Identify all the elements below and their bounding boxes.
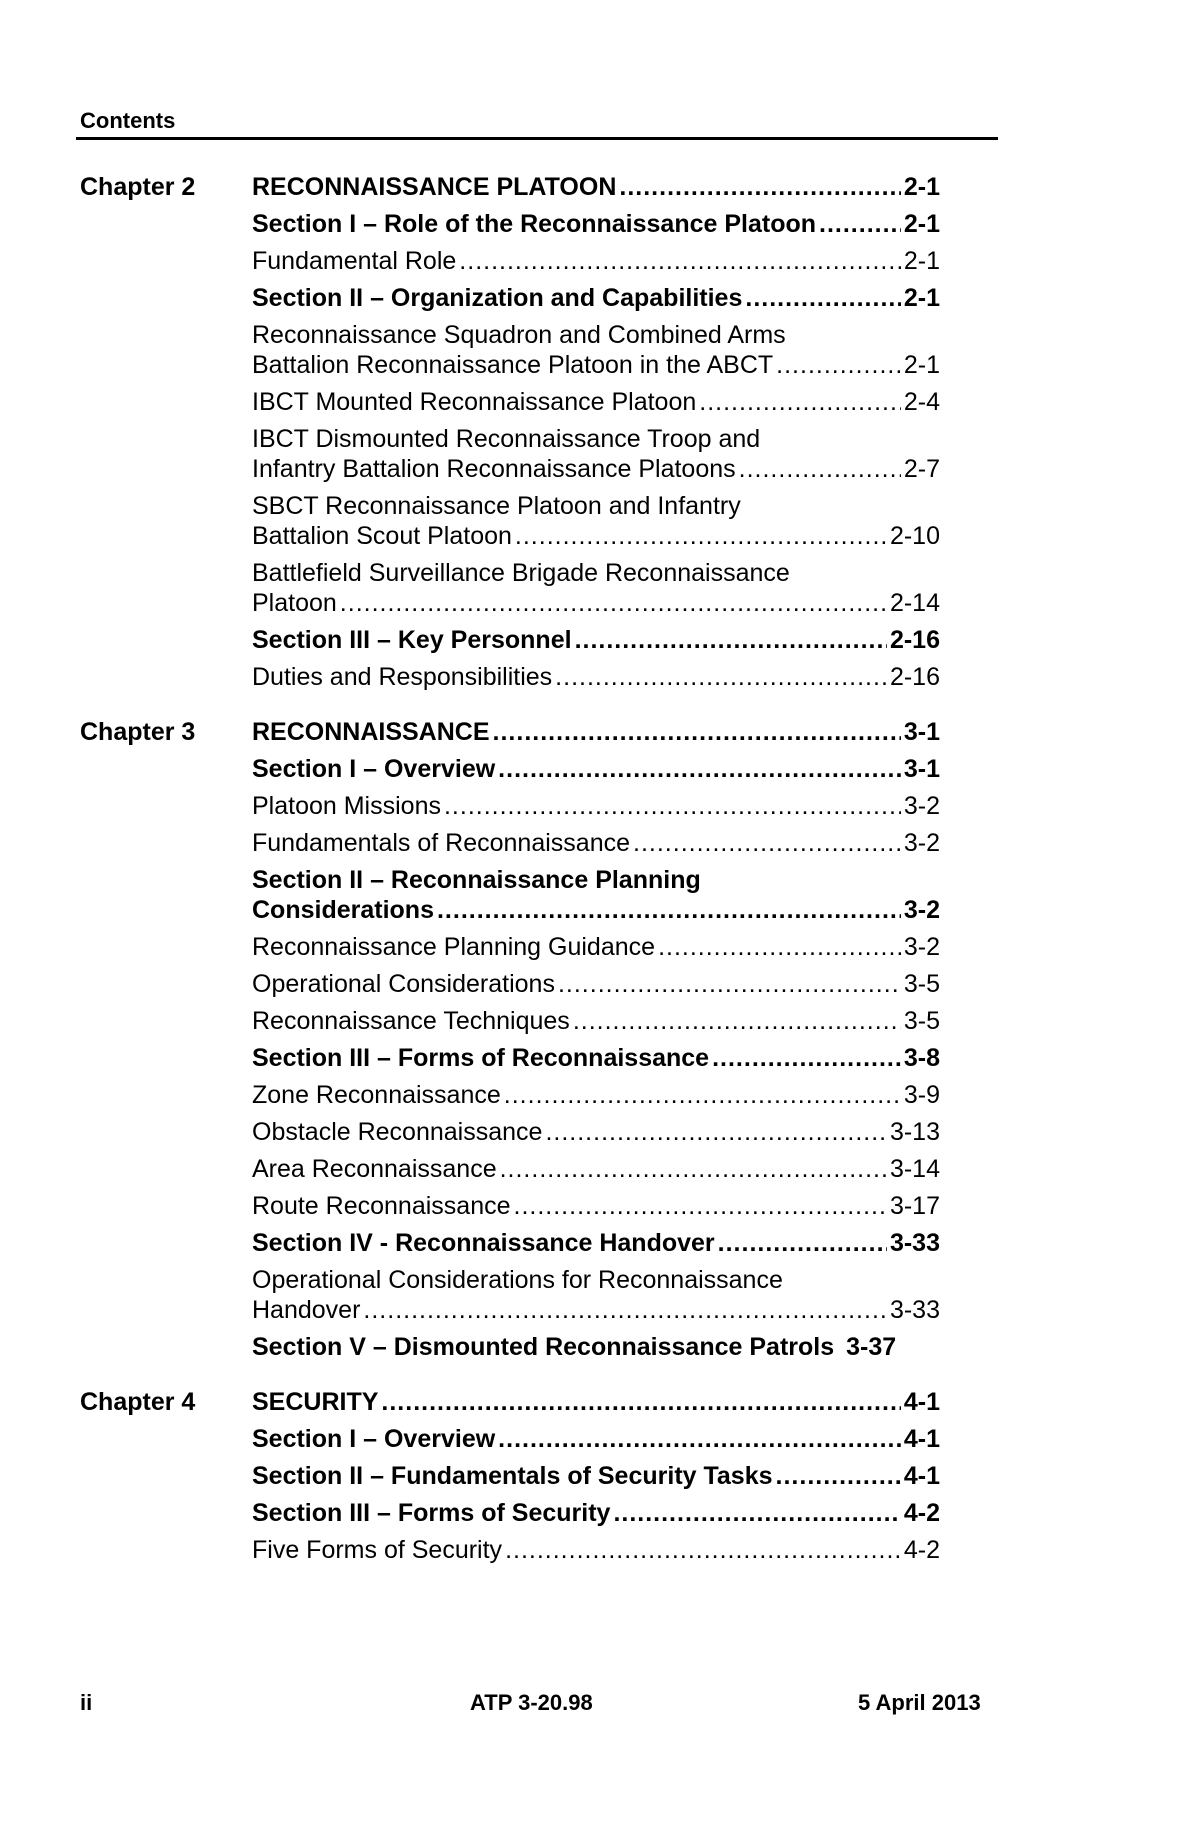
footer-date: 5 April 2013 bbox=[858, 1690, 981, 1715]
toc-entry-title: Zone Reconnaissance bbox=[252, 1081, 501, 1109]
toc-topic-entry[interactable] bbox=[252, 246, 940, 276]
toc-entry-title: RECONNAISSANCE PLATOON bbox=[252, 173, 617, 201]
toc-entry-line bbox=[252, 1265, 940, 1295]
toc-entry-title: Obstacle Reconnaissance bbox=[252, 1118, 543, 1146]
toc-entry-title: Battalion Reconnaissance Platoon in the ABCT bbox=[252, 351, 774, 379]
dot-leader bbox=[575, 625, 887, 655]
toc-entry-line bbox=[252, 491, 940, 521]
toc-entry-line bbox=[252, 1043, 940, 1073]
toc-entry-title: Section I – Role of the Reconnaissance Platoon bbox=[252, 210, 817, 238]
toc-page-number: 2-1 bbox=[903, 351, 940, 379]
toc-section-entry[interactable] bbox=[252, 283, 940, 313]
toc-chapter bbox=[80, 172, 940, 699]
toc-entry-title: Platoon Missions bbox=[252, 792, 441, 820]
toc-topic-entry[interactable] bbox=[252, 1080, 940, 1110]
toc-entry-line bbox=[252, 283, 940, 313]
dot-leader bbox=[633, 828, 901, 858]
dot-leader bbox=[515, 521, 887, 551]
toc-page-number: 2-10 bbox=[889, 522, 940, 550]
toc-topic-entry[interactable] bbox=[252, 424, 940, 484]
toc-page-number: 3-2 bbox=[903, 896, 940, 924]
header-rule bbox=[76, 137, 998, 140]
toc-entry-line bbox=[252, 969, 940, 999]
toc-section-entry[interactable] bbox=[252, 1461, 940, 1491]
toc-entry-title: Route Reconnaissance bbox=[252, 1192, 511, 1220]
running-head: Contents bbox=[80, 108, 176, 133]
dot-leader bbox=[437, 895, 901, 925]
toc-entry-title: Reconnaissance Planning Guidance bbox=[252, 933, 656, 961]
toc-entry-title: Reconnaissance Techniques bbox=[252, 1007, 570, 1035]
toc-page-number: 2-1 bbox=[903, 210, 940, 238]
toc-entry-line bbox=[252, 791, 940, 821]
toc-entry-line bbox=[252, 717, 940, 747]
table-of-contents bbox=[80, 172, 940, 1590]
toc-entry-title: Duties and Responsibilities bbox=[252, 663, 553, 691]
toc-section-entry[interactable] bbox=[252, 1498, 940, 1528]
toc-entry-title: Platoon bbox=[252, 589, 337, 617]
dot-leader bbox=[819, 209, 901, 239]
toc-entry-line bbox=[252, 1424, 940, 1454]
toc-entry-line bbox=[252, 1117, 940, 1147]
toc-entry-title: Infantry Battalion Reconnaissance Platoons bbox=[252, 455, 736, 483]
toc-page-number: 3-5 bbox=[903, 1007, 940, 1035]
dot-leader bbox=[776, 350, 901, 380]
toc-topic-entry[interactable] bbox=[252, 1535, 940, 1565]
toc-section-entry[interactable] bbox=[252, 1387, 940, 1417]
dot-leader bbox=[498, 1424, 901, 1454]
toc-section-entry[interactable] bbox=[252, 1228, 940, 1258]
toc-entry-title: Fundamentals of Reconnaissance bbox=[252, 829, 631, 857]
toc-section-entry[interactable] bbox=[252, 625, 940, 655]
toc-entry-title: Section III – Forms of Reconnaissance bbox=[252, 1044, 710, 1072]
chapter-entries bbox=[252, 717, 940, 1369]
toc-page-number: 3-2 bbox=[903, 792, 940, 820]
toc-entry-line bbox=[252, 454, 940, 484]
toc-entry-line bbox=[252, 865, 940, 895]
toc-entry-line bbox=[252, 1295, 940, 1325]
toc-entry-title: Operational Considerations bbox=[252, 970, 555, 998]
dot-leader bbox=[712, 1043, 901, 1073]
toc-page-number: 3-37 bbox=[846, 1333, 897, 1361]
toc-section-entry[interactable] bbox=[252, 865, 940, 925]
toc-entry-line bbox=[252, 895, 940, 925]
dot-leader bbox=[739, 454, 901, 484]
toc-entry-line bbox=[252, 424, 940, 454]
toc-section-entry[interactable] bbox=[252, 209, 940, 239]
toc-entry-line bbox=[252, 209, 940, 239]
chapter-entries bbox=[252, 172, 940, 699]
dot-leader bbox=[514, 1191, 887, 1221]
dot-leader bbox=[619, 172, 900, 202]
footer-page-number: ii bbox=[80, 1690, 93, 1715]
toc-topic-entry[interactable] bbox=[252, 558, 940, 618]
dot-leader bbox=[718, 1228, 887, 1258]
dot-leader bbox=[613, 1498, 900, 1528]
toc-page-number: 3-14 bbox=[889, 1155, 940, 1183]
toc-entry-title: Reconnaissance Squadron and Combined Arms bbox=[252, 321, 786, 349]
toc-page-number: 3-13 bbox=[889, 1118, 940, 1146]
toc-section-entry[interactable] bbox=[252, 754, 940, 784]
toc-page-number: 4-2 bbox=[903, 1536, 940, 1564]
toc-page-number: 2-1 bbox=[903, 247, 940, 275]
toc-page-number: 2-4 bbox=[903, 388, 940, 416]
toc-entry-title: Battlefield Surveillance Brigade Reconnaissance bbox=[252, 559, 790, 587]
toc-page-number: 3-2 bbox=[903, 829, 940, 857]
dot-leader bbox=[505, 1535, 901, 1565]
toc-entry-line bbox=[252, 828, 940, 858]
toc-entry-line bbox=[252, 387, 940, 417]
dot-leader bbox=[504, 1080, 901, 1110]
toc-section-entry[interactable] bbox=[252, 717, 940, 747]
toc-entry-title: Battalion Scout Platoon bbox=[252, 522, 512, 550]
toc-page-number: 3-17 bbox=[889, 1192, 940, 1220]
toc-entry-title: Considerations bbox=[252, 896, 434, 924]
toc-topic-entry[interactable] bbox=[252, 1265, 940, 1325]
toc-topic-entry[interactable] bbox=[252, 791, 940, 821]
dot-leader bbox=[493, 717, 901, 747]
toc-entry-title: Handover bbox=[252, 1296, 361, 1324]
footer-publication: ATP 3-20.98 bbox=[470, 1690, 593, 1715]
toc-page-number: 3-33 bbox=[889, 1296, 940, 1324]
dot-leader bbox=[555, 662, 887, 692]
dot-leader bbox=[699, 387, 901, 417]
toc-entry-line bbox=[252, 1191, 940, 1221]
dot-leader bbox=[444, 791, 901, 821]
toc-entry-line bbox=[252, 1535, 940, 1565]
toc-page-number: 2-16 bbox=[889, 663, 940, 691]
toc-topic-entry[interactable] bbox=[252, 387, 940, 417]
toc-entry-line bbox=[252, 1461, 940, 1491]
toc-topic-entry[interactable] bbox=[252, 828, 940, 858]
chapter-label: Chapter 4 bbox=[80, 1388, 196, 1416]
toc-entry-title: Section I – Overview bbox=[252, 755, 496, 783]
toc-entry-title: Area Reconnaissance bbox=[252, 1155, 497, 1183]
toc-entry-title: Fundamental Role bbox=[252, 247, 457, 275]
toc-entry-title: Section IV - Reconnaissance Handover bbox=[252, 1229, 715, 1257]
toc-page-number: 4-2 bbox=[903, 1499, 940, 1527]
chapter-label: Chapter 3 bbox=[80, 718, 196, 746]
dot-leader bbox=[545, 1117, 887, 1147]
toc-entry-line bbox=[252, 1154, 940, 1184]
toc-page-number: 3-8 bbox=[903, 1044, 940, 1072]
toc-entry-title: RECONNAISSANCE bbox=[252, 718, 490, 746]
toc-entry-title: SBCT Reconnaissance Platoon and Infantry bbox=[252, 492, 741, 520]
dot-leader bbox=[340, 588, 887, 618]
toc-page-number: 3-2 bbox=[903, 933, 940, 961]
toc-topic-entry[interactable] bbox=[252, 1154, 940, 1184]
dot-leader bbox=[500, 1154, 887, 1184]
toc-entry-line bbox=[252, 588, 940, 618]
dot-leader bbox=[558, 969, 901, 999]
toc-entry-line bbox=[252, 932, 940, 962]
dot-leader bbox=[381, 1387, 900, 1417]
toc-section-entry[interactable] bbox=[252, 172, 940, 202]
toc-topic-entry[interactable] bbox=[252, 1006, 940, 1036]
toc-entry-line bbox=[252, 246, 940, 276]
toc-page-number: 4-1 bbox=[903, 1388, 940, 1416]
toc-entry-line bbox=[252, 1498, 940, 1528]
toc-chapter bbox=[80, 1387, 940, 1572]
toc-page-number: 2-7 bbox=[903, 455, 940, 483]
chapter-label: Chapter 2 bbox=[80, 173, 196, 201]
toc-page-number: 3-33 bbox=[889, 1229, 940, 1257]
toc-entry-line bbox=[252, 320, 940, 350]
toc-entry-line bbox=[252, 172, 940, 202]
chapter-entries bbox=[252, 1387, 940, 1572]
toc-page-number: 2-1 bbox=[903, 284, 940, 312]
toc-topic-entry[interactable] bbox=[252, 662, 940, 692]
toc-entry-title: Section II – Reconnaissance Planning bbox=[252, 866, 701, 894]
toc-section-entry[interactable] bbox=[252, 1332, 940, 1362]
toc-page-number: 2-16 bbox=[889, 626, 940, 654]
toc-page-number: 2-1 bbox=[903, 173, 940, 201]
toc-topic-entry[interactable] bbox=[252, 491, 940, 551]
toc-topic-entry[interactable] bbox=[252, 969, 940, 999]
toc-entry-line bbox=[252, 1332, 940, 1362]
toc-section-entry[interactable] bbox=[252, 1043, 940, 1073]
toc-page-number: 4-1 bbox=[903, 1462, 940, 1490]
toc-entry-title: Section V – Dismounted Reconnaissance Patrols bbox=[252, 1333, 835, 1361]
toc-page-number: 3-5 bbox=[903, 970, 940, 998]
toc-entry-title: IBCT Mounted Reconnaissance Platoon bbox=[252, 388, 697, 416]
toc-entry-title: Five Forms of Security bbox=[252, 1536, 503, 1564]
toc-entry-line bbox=[252, 1006, 940, 1036]
toc-entry-title: Section I – Overview bbox=[252, 1425, 496, 1453]
toc-topic-entry[interactable] bbox=[252, 1117, 940, 1147]
dot-leader bbox=[573, 1006, 901, 1036]
toc-page-number: 3-1 bbox=[903, 718, 940, 746]
toc-entry-line bbox=[252, 1387, 940, 1417]
toc-topic-entry[interactable] bbox=[252, 932, 940, 962]
toc-entry-title: Section II – Organization and Capabilities bbox=[252, 284, 743, 312]
toc-page-number: 4-1 bbox=[903, 1425, 940, 1453]
toc-entry-line bbox=[252, 1080, 940, 1110]
toc-entry-title: SECURITY bbox=[252, 1388, 379, 1416]
toc-entry-line bbox=[252, 350, 940, 380]
dot-leader bbox=[363, 1295, 887, 1325]
dot-leader bbox=[776, 1461, 901, 1491]
toc-section-entry[interactable] bbox=[252, 1424, 940, 1454]
toc-entry-title: Section III – Key Personnel bbox=[252, 626, 572, 654]
toc-entry-title: IBCT Dismounted Reconnaissance Troop and bbox=[252, 425, 761, 453]
toc-page-number: 2-14 bbox=[889, 589, 940, 617]
dot-leader bbox=[459, 246, 901, 276]
toc-entry-title: Section II – Fundamentals of Security Tasks bbox=[252, 1462, 773, 1490]
toc-page-number: 3-1 bbox=[903, 755, 940, 783]
toc-entry-line bbox=[252, 521, 940, 551]
toc-entry-line bbox=[252, 558, 940, 588]
dot-leader bbox=[658, 932, 901, 962]
toc-topic-entry[interactable] bbox=[252, 1191, 940, 1221]
toc-entry-line bbox=[252, 1228, 940, 1258]
dot-leader bbox=[745, 283, 900, 313]
toc-topic-entry[interactable] bbox=[252, 320, 940, 380]
toc-entry-line bbox=[252, 625, 940, 655]
toc-entry-title: Operational Considerations for Reconnaissance bbox=[252, 1266, 783, 1294]
toc-entry-line bbox=[252, 662, 940, 692]
toc-page-number: 3-9 bbox=[903, 1081, 940, 1109]
dot-leader bbox=[498, 754, 901, 784]
toc-entry-title: Section III – Forms of Security bbox=[252, 1499, 611, 1527]
toc-entry-line bbox=[252, 754, 940, 784]
toc-chapter bbox=[80, 717, 940, 1369]
